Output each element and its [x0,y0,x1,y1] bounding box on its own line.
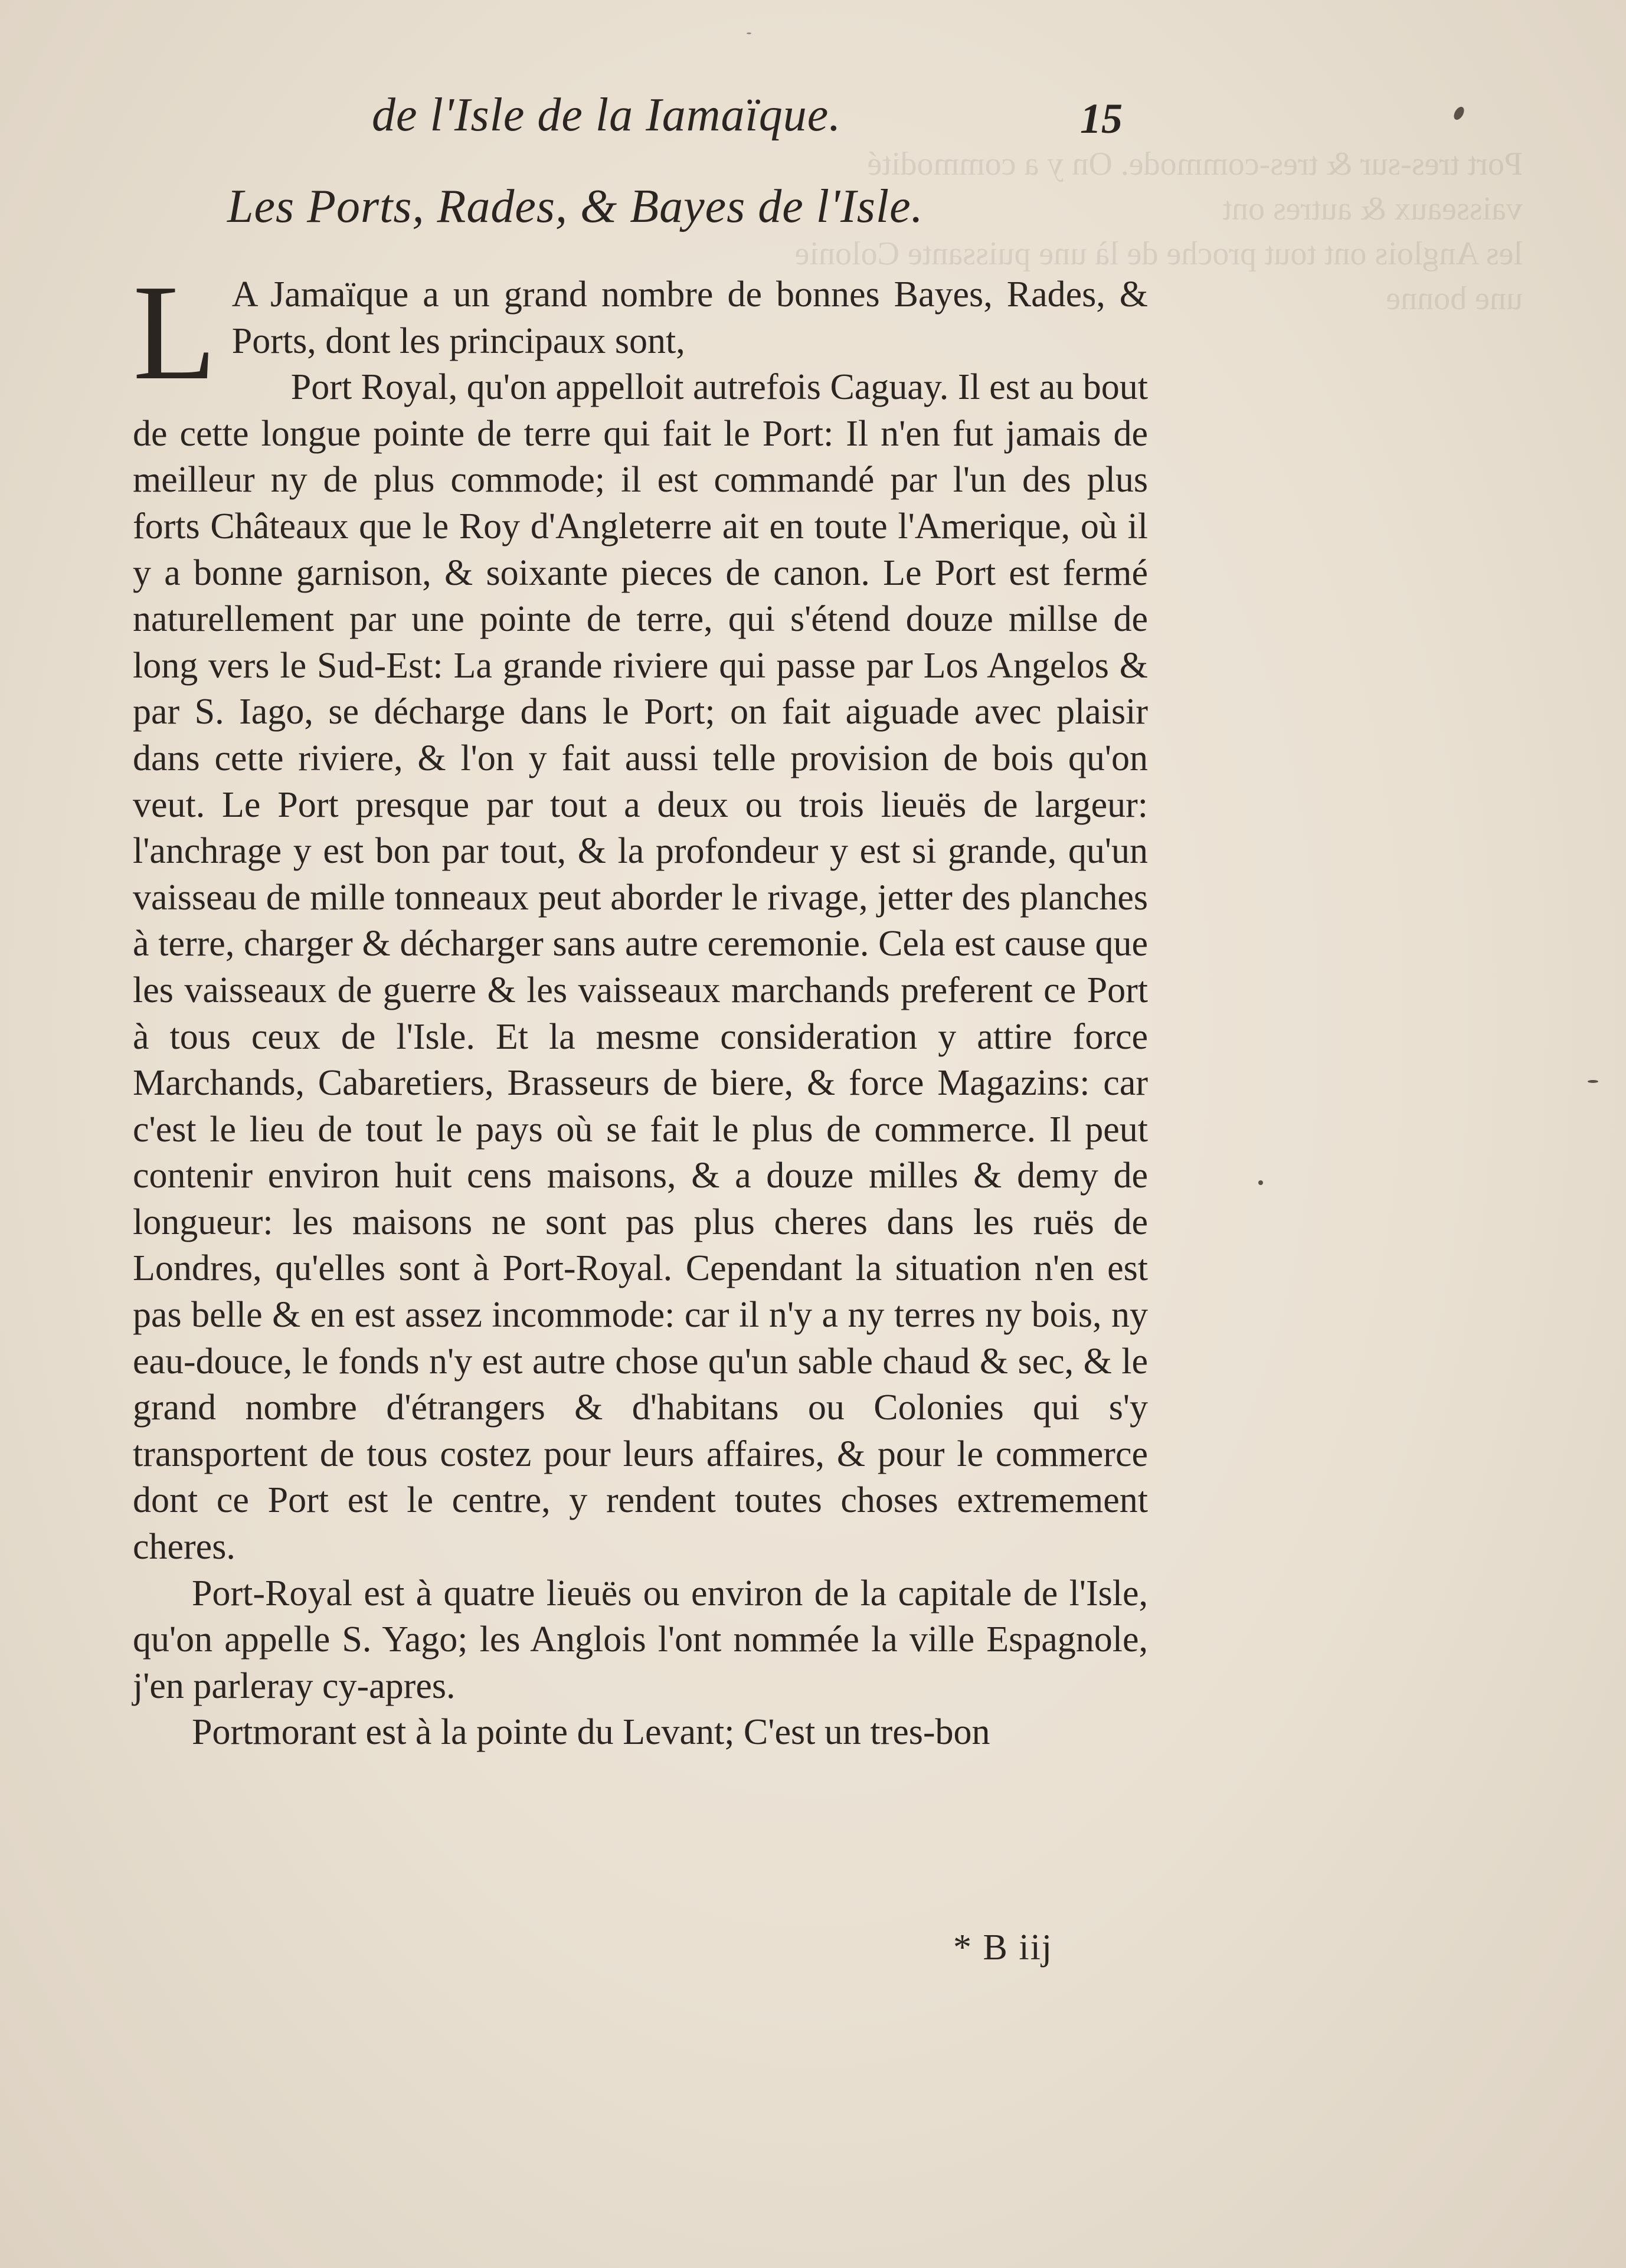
signature-mark: * B iij [953,1927,1054,1968]
running-head: de l'Isle de la Iamaïque. [372,89,842,141]
paragraph-3: Port-Royal est à quatre lieuës ou environ de la capitale de l'Isle, qu'on appelle S. Yago; les Anglois l'ont nommée la ville Espagnole, j'en parleray cy-apres. [133,1573,1148,1706]
paragraph-1-text: A Jamaïque a un grand nombre de bonnes Bayes, Rades, & Ports, dont les principaux sont, [231,274,1148,361]
paper-speck [1452,105,1466,122]
paragraph-4: Portmorant est à la pointe du Levant; C'est un tres-bon [192,1712,990,1753]
paper-speck [1258,1180,1263,1185]
drop-cap: L [133,257,217,408]
paper-speck [747,32,751,34]
paper-speck [1588,1080,1598,1083]
body-text [133,257,1148,1756]
bleed-through-text: Port tres-sur & tres-commode. On y a commodité vaisseaux & autres ont les Anglois ont tout proche de là une puissante Colonie une bonne [794,146,1523,317]
paragraph-1 [133,257,1148,408]
page-number: 15 [1080,95,1123,142]
paragraph-2: Port Royal, qu'on appelloit autrefois Caguay. Il est au bout de cette longue pointe de terre qui fait le Port: Il n'en fut jamais de meilleur ny de plus commode; il est commandé par l'un des plus forts Châteaux que le Roy d'Angleterre ait en toute l'Amerique, où il y a bonne garnison, & soixante pieces de canon. Le Port est fermé naturellement par une pointe de terre, qui s'étend douze millse de long vers le Sud-Est: La grande riviere qui passe par Los Angelos & par S. Iago, se décharge dans le Port; on fait aiguade avec plaisir dans cette riviere, & l'on y fait aussi telle provision de bois qu'on veut. Le Port presque par tout a deux ou trois lieuës de largeur: l'anchrage y est bon par tout, & la profondeur y est si grande, qu'un vaisseau de mille tonneaux peut aborder le rivage, jetter des planches à terre, charger & décharger sans autre ceremonie. Cela est cause que les vaisseaux de guerre & les vaisseaux marchands preferent ce Port à tous ceux de l'Isle. Et la mesme consideration y attire force Marchands, Cabaretiers, Brasseurs de biere, & force Magazins: car c'est le lieu de tout le pays où se fait le plus de commerce. Il peut contenir environ huit cens maisons, & a douze milles & demy de longueur: les maisons ne sont pas plus cheres dans les ruës de Londres, qu'elles sont à Port-Royal. Cependant la situation n'en est pas belle & en est assez incommode: car il n'y a ny terres ny bois, ny eau-douce, le fonds n'y est autre chose qu'un sable chaud & sec, & le grand nombre d'étrangers & d'habitans ou Colonies qui s'y transportent de tous costez pour leurs affaires, & pour le commerce dont ce Port est le centre, y rendent toutes choses extremement cheres. [133,367,1148,1567]
section-title: Les Ports, Rades, & Bayes de l'Isle. [227,181,924,233]
